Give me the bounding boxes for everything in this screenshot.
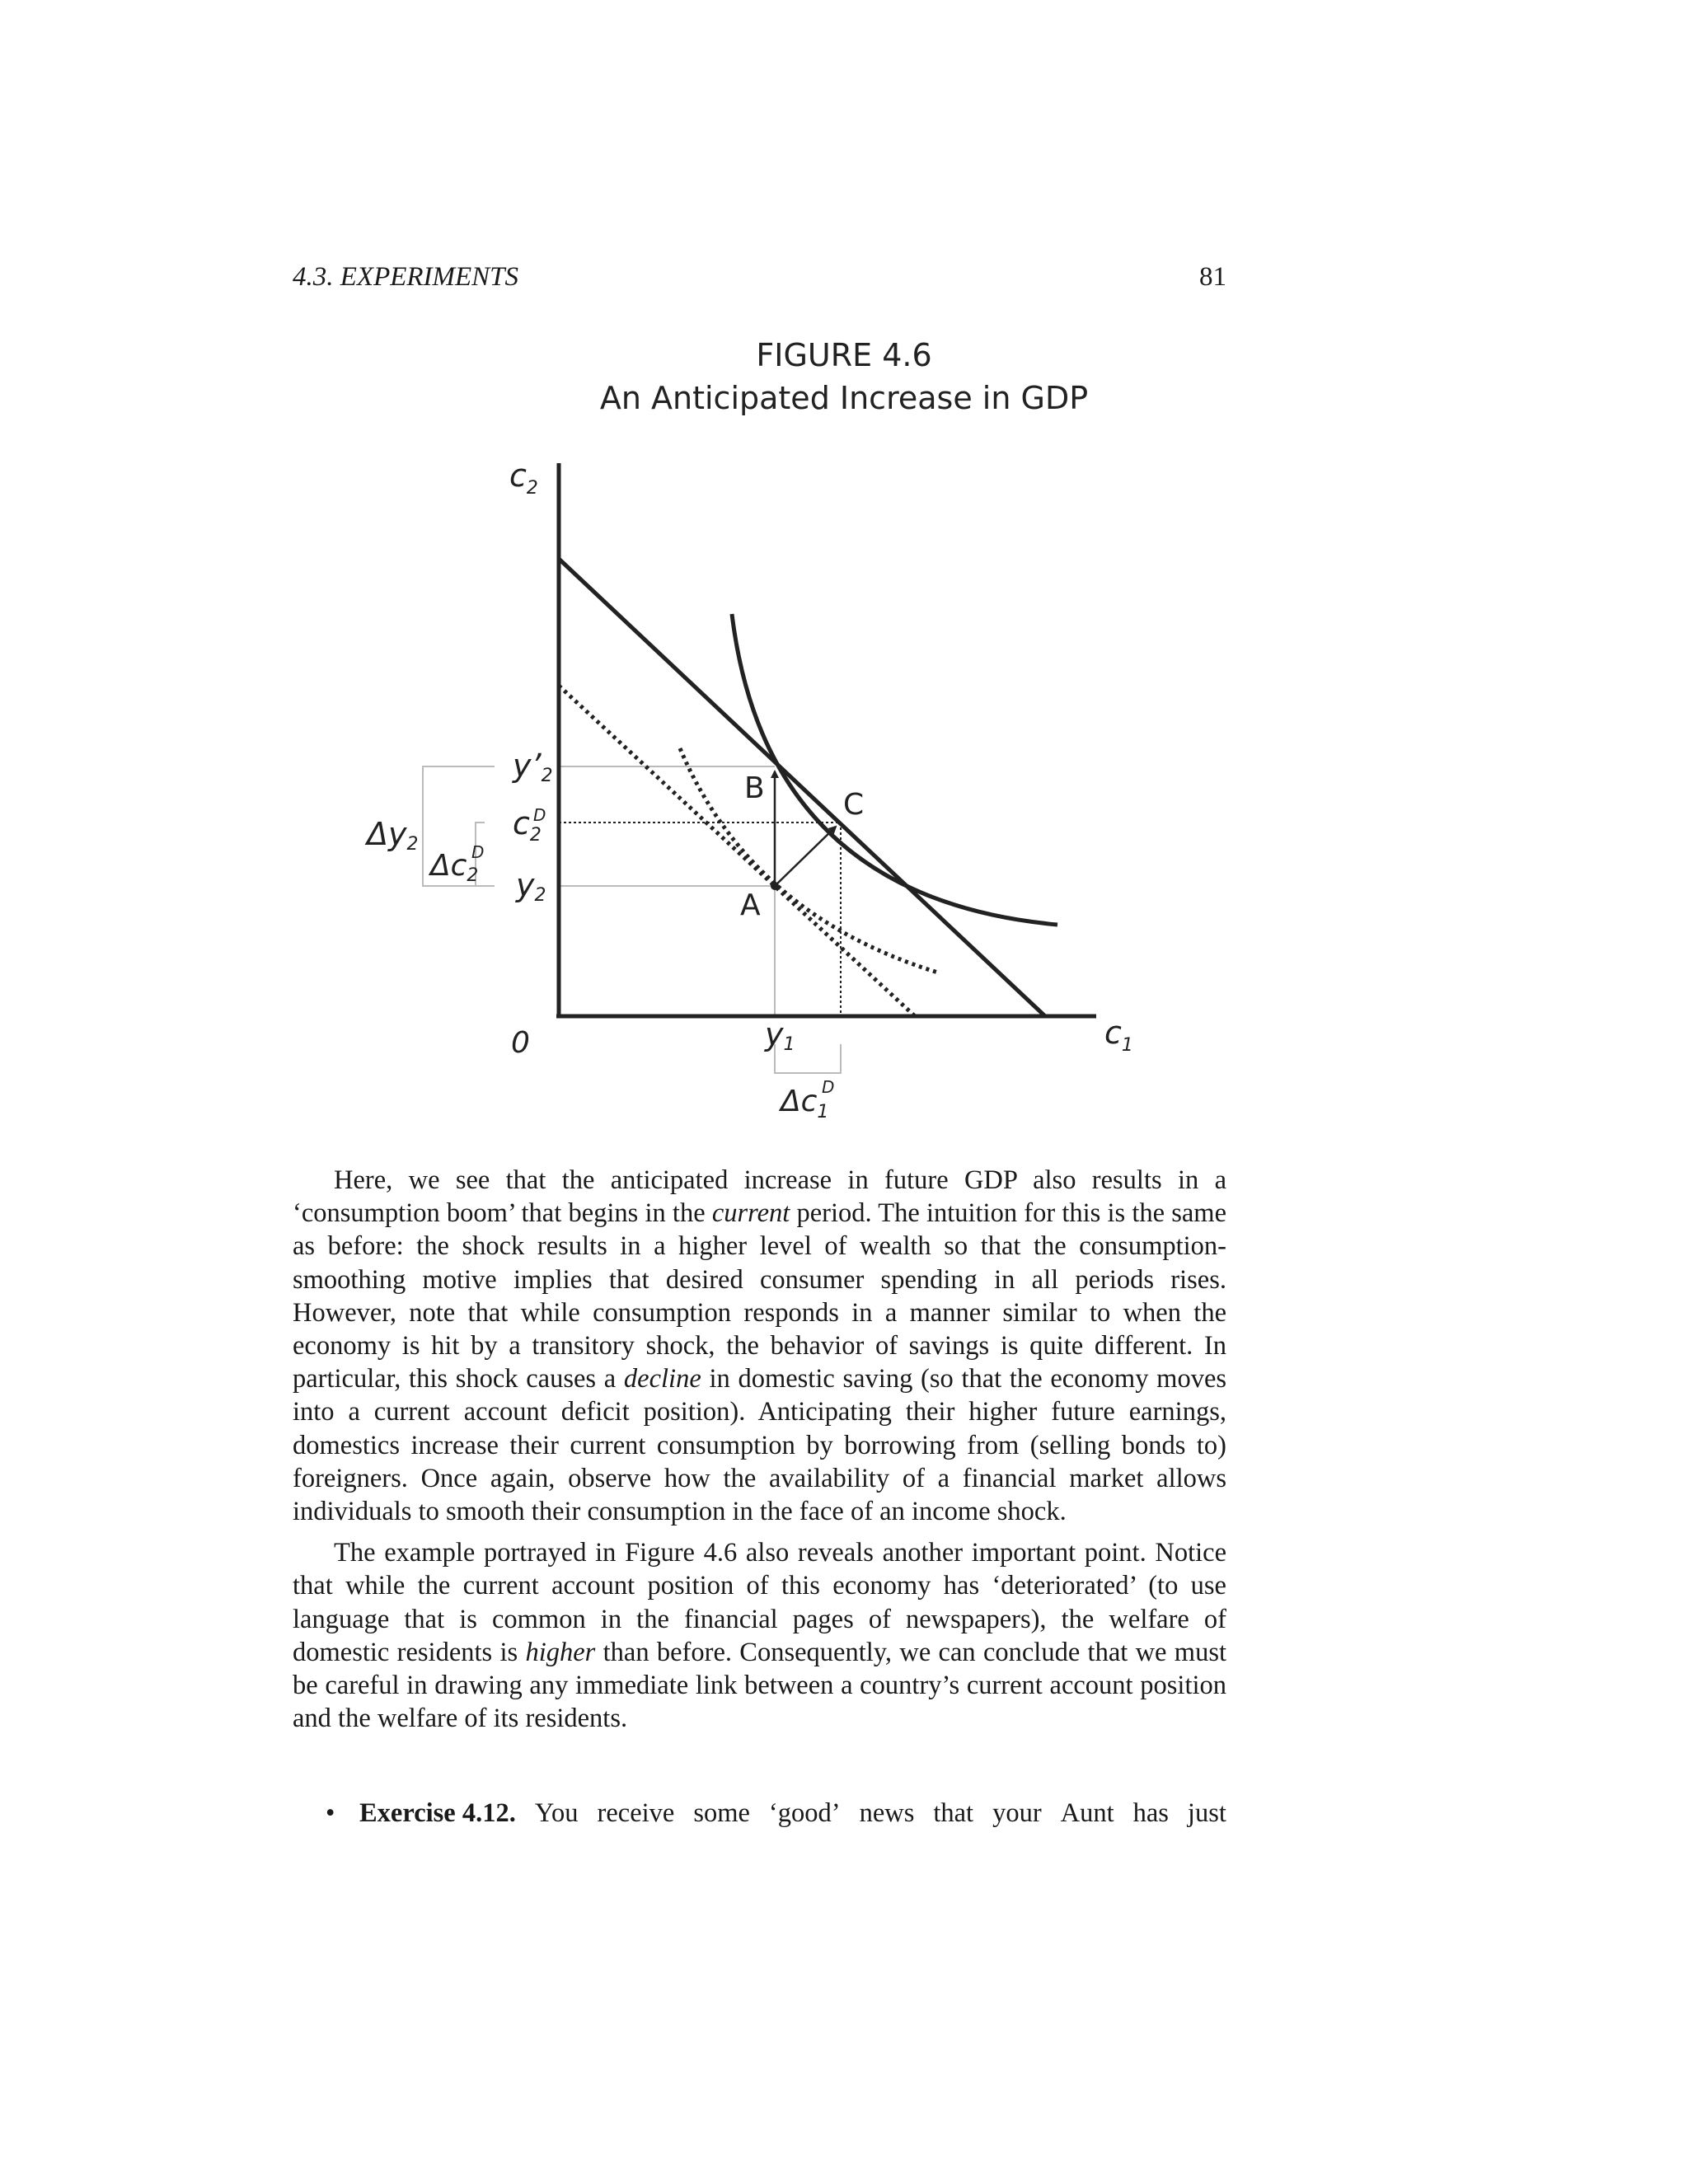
delta-c1D-superscript: D — [822, 1077, 835, 1097]
delta-y2-label: Δy2 — [367, 816, 419, 855]
paragraph-1: Here, we see that the anticipated increase in future GDP also results in a ‘consumption boom’ that begins in the current period. The intuition for this is the same as before: the shock results in a higher level of wealth so that the consumption-smoothing motive implies that desired consumer spending in all periods rises. However, note that while consumption responds in a manner similar to when the economy is hit by a transitory shock, the behavior of savings is quite different. In particular, this shock causes a decline in domestic saving (so that the economy moves into a current account deficit position). Anticipating their higher future earnings, domestics increase their current consumption by borrowing from (selling bonds to) foreigners. Once again, observe how the availability of a financial market allows individuals to smooth their consumption in the face of an income shock. — [293, 1165, 1227, 1527]
point-a-label: A — [740, 888, 761, 922]
delta-c1D-label: $\Delta c_1$ — [781, 1085, 829, 1122]
y1-label: y1 — [765, 1016, 795, 1055]
paragraph-2: The example portrayed in Figure 4.6 also reveals another important point. Notice that while the current account position of this economy has ‘deteriorated’ (to use language that is common in the financial pages of newspapers), the welfare of domestic residents is higher than before. Consequently, we can conclude that we must be careful in drawing any immediate link between a country’s current account position and the welfare of its residents. — [293, 1538, 1226, 1734]
new-indifference-curve — [732, 614, 1057, 925]
y2-label: y2 — [516, 867, 546, 906]
exercise-label: Exercise 4.12. — [359, 1798, 516, 1828]
new-budget-line — [559, 559, 1045, 1016]
arrow-a-to-c — [775, 827, 836, 886]
point-b-label: B — [744, 771, 765, 805]
initial-indifference-curve — [680, 748, 938, 972]
point-c-label: C — [843, 788, 865, 822]
x-axis-label: $c_1$ — [1104, 1015, 1133, 1056]
origin-label: 0 — [511, 1026, 530, 1060]
exercise-line: Exercise 4.12. You receive some ‘good’ news that your Aunt has just — [359, 1798, 1226, 1828]
page-number: 81 — [1199, 262, 1226, 292]
figure-title: An Anticipated Increase in GDP — [599, 380, 1089, 416]
c2D-superscript: D — [533, 805, 546, 825]
section-title: 4.3. EXPERIMENTS — [293, 262, 519, 292]
delta-c2D-label: Δc2 — [430, 849, 479, 886]
c2D-label: $c_2$ — [513, 805, 542, 846]
bullet-icon: • — [326, 1798, 335, 1828]
point-a-marker — [771, 882, 779, 890]
figure-number: FIGURE 4.6 — [756, 337, 932, 373]
initial-budget-line — [559, 686, 915, 1016]
y-axis-label: $c_2$ — [509, 457, 538, 499]
y2-prime-label: y’2 — [513, 748, 553, 786]
delta-c2D-superscript: D — [471, 842, 485, 862]
body-text — [293, 1164, 1226, 1743]
